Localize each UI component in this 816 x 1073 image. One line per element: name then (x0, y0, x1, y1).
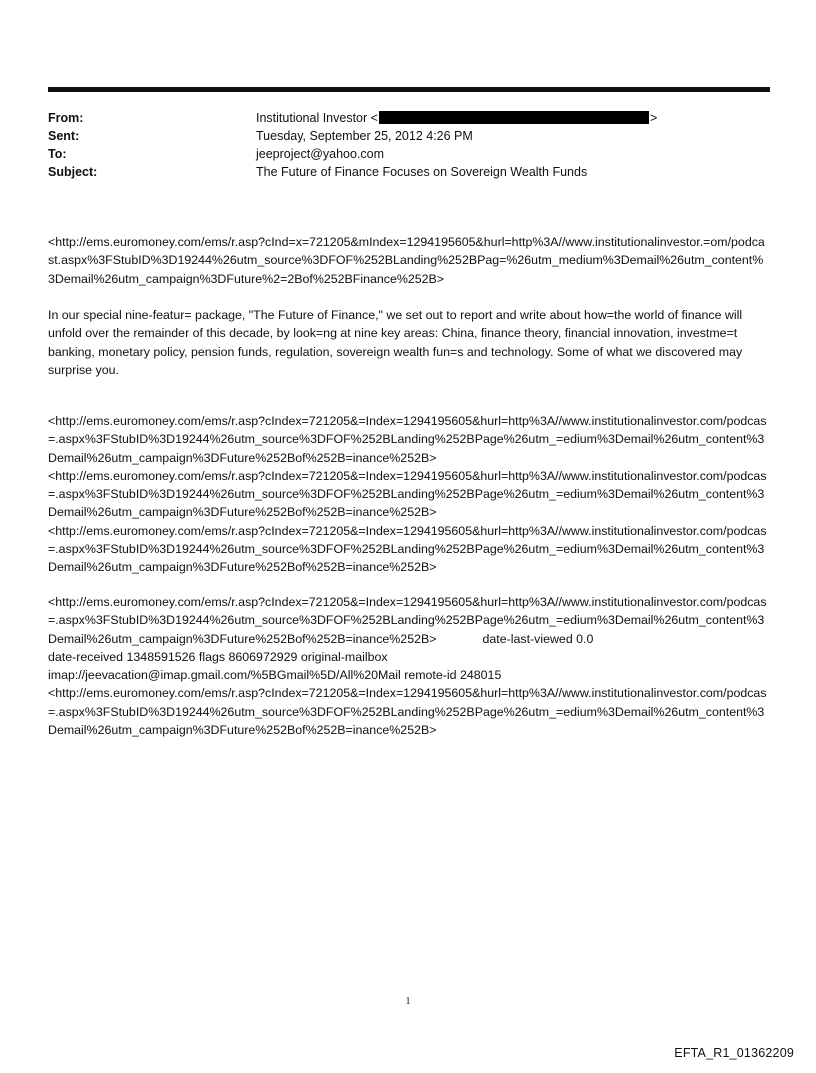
link-2: <http://ems.euromoney.com/ems/r.asp?cIndex=721205&=Index=1294195605&hurl=http%3A//www.institutionalinvestor.com/podcas=.aspx%3FStubID%3D19244%26utm_source%3DFOF%252BLanding%252BPage%26utm_=edium%3Demail%26utm_content%3Demail%26utm_campaign%3DFuture%252Bof%252B=inance%252B> (48, 414, 767, 465)
from-sender: Institutional Investor < (256, 111, 378, 125)
intro-paragraph: In our special nine-featur= package, "The Future of Finance," we set out to report and write about how=the world of finance will unfold over the remainder of this decade, by look=ng at nine key areas: China, finance theory, financial innovation, investme=t banking, monetary policy, pension funds, regulation, sovereign wealth fun=s and technology. Some of what we discovered may surprise you. (48, 308, 743, 377)
sent-row (48, 127, 770, 145)
from-label: From: (48, 111, 84, 125)
header-divider (48, 87, 770, 92)
link-1: <http://ems.euromoney.com/ems/r.asp?cInd=x=721205&mIndex=1294195605&hurl=http%3A//www.institutionalinvestor.=om/podcast.aspx%3FStubID%3D19244%26utm_source%3DFOF%252BLanding%252BPag=%26utm_medium%3Demail%26utm_content%3Demail%26utm_campaign%3DFuture%2=2Bof%252BFinance%252B> (48, 235, 765, 286)
link-4: <http://ems.euromoney.com/ems/r.asp?cIndex=721205&=Index=1294195605&hurl=http%3A//www.institutionalinvestor.com/podcas=.aspx%3FStubID%3D19244%26utm_source%3DFOF%252BLanding%252BPage%26utm_=edium%3Demail%26utm_content%3Demail%26utm_campaign%3DFuture%252Bof%252B=inance%252B> (48, 523, 767, 575)
links-group (48, 412, 770, 577)
trailer-group (48, 593, 770, 739)
subject-value: The Future of Finance Focuses on Sovereign Wealth Funds (256, 165, 588, 179)
date-last-viewed: date-last-viewed 0.0 (482, 631, 594, 646)
to-row (48, 145, 770, 163)
redacted-email-block (379, 111, 649, 124)
subject-row (48, 163, 770, 181)
link-3: <http://ems.euromoney.com/ems/r.asp?cIndex=721205&=Index=1294195605&hurl=http%3A//www.institutionalinvestor.com/podcas=.aspx%3FStubID%3D19244%26utm_source%3DFOF%252BLanding%252BPage%26utm_=edium%3Demail%26utm_content%3Demail%26utm_campaign%3DFuture%252Bof%252B=inance%252B> (48, 468, 767, 520)
page-number: 1 (405, 996, 411, 1007)
bates-number: EFTA_R1_01362209 (674, 1046, 794, 1060)
sent-label: Sent: (48, 129, 80, 143)
to-value: jeeproject@yahoo.com (256, 147, 385, 161)
date-received-line: date-received 1348591526 flags 8606972929 original-mailbox (48, 649, 388, 664)
mailbox-line: imap://jeevacation@imap.gmail.com/%5BGmail%5D/All%20Mail remote-id 248015 (48, 668, 502, 683)
from-row (48, 109, 770, 127)
from-close-bracket: > (649, 111, 658, 125)
subject-label: Subject: (48, 165, 98, 179)
email-header (48, 109, 770, 181)
sent-value: Tuesday, September 25, 2012 4:26 PM (256, 129, 473, 143)
to-label: To: (48, 147, 67, 161)
link-5: <http://ems.euromoney.com/ems/r.asp?cIndex=721205&=Index=1294195605&hurl=http%3A//www.institutionalinvestor.com/podcas=.aspx%3FStubID%3D19244%26utm_source%3DFOF%252BLanding%252BPage%26utm_=edium%3Demail%26utm_content%3Demail%26utm_campaign%3DFuture%252Bof%252B=inance%252B> (48, 595, 767, 646)
link-5-with-meta (48, 593, 770, 648)
link-6: <http://ems.euromoney.com/ems/r.asp?cIndex=721205&=Index=1294195605&hurl=http%3A//www.institutionalinvestor.com/podcas=.aspx%3FStubID%3D19244%26utm_source%3DFOF%252BLanding%252BPage%26utm_=edium%3Demail%26utm_content%3Demail%26utm_campaign%3DFuture%252Bof%252B=inance%252B> (48, 686, 767, 738)
from-value (256, 109, 770, 127)
